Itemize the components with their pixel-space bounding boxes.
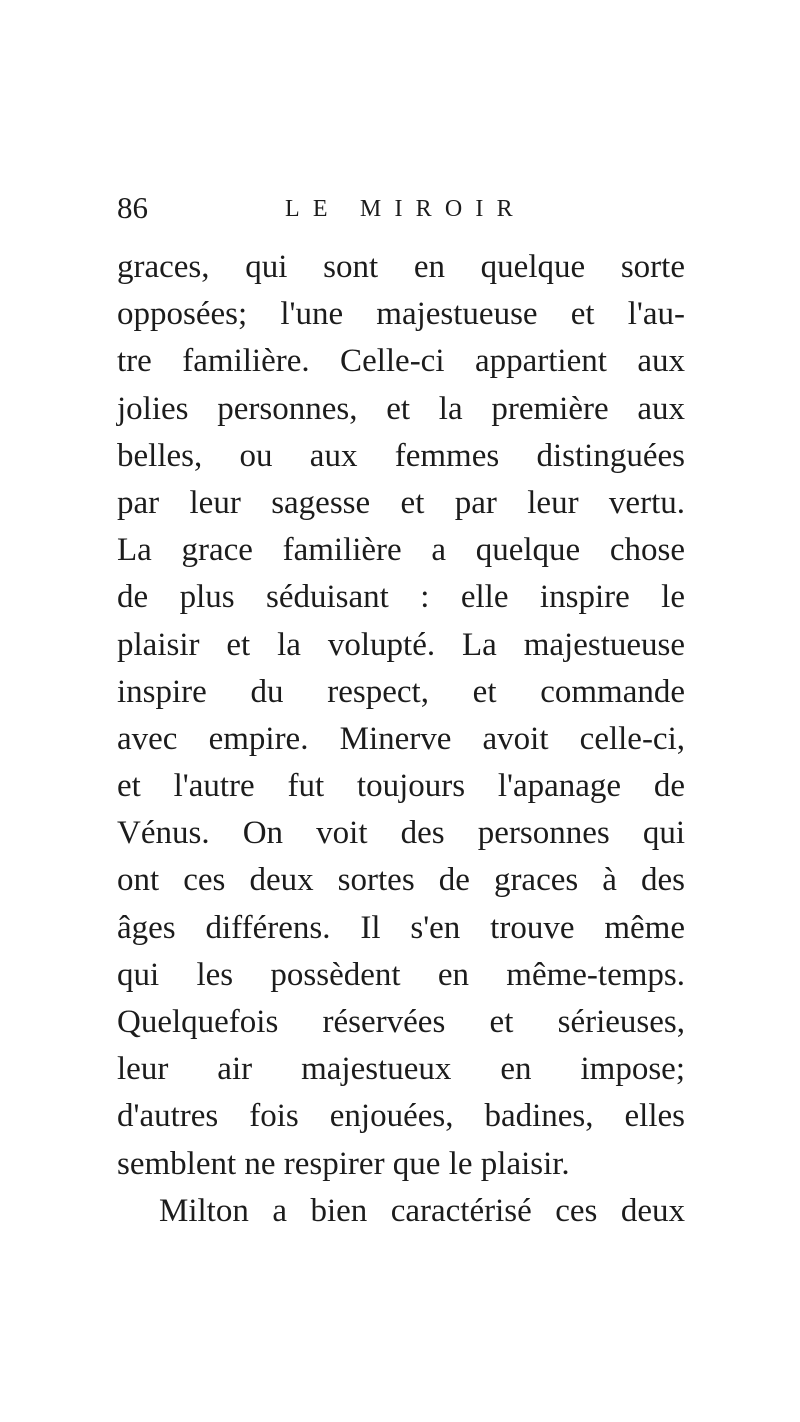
text-line: La grace familière a quelque chose [117, 532, 685, 569]
page-header [117, 188, 687, 228]
text-line: tre familière. Celle-ci appartient aux [117, 343, 685, 380]
text-line: avec empire. Minerve avoit celle-ci, [117, 720, 685, 757]
running-title: LE MIROIR [285, 196, 526, 222]
text-line: Milton a bien caractérisé ces deux [159, 1192, 685, 1229]
body-text [117, 244, 685, 1235]
text-line: qui les possèdent en même-temps. [117, 956, 685, 993]
text-line: âges différens. Il s'en trouve même [117, 909, 685, 946]
text-line: semblent ne respirer que le plaisir. [117, 1145, 570, 1182]
text-line: leur air majestueux en impose; [117, 1051, 685, 1088]
text-line: Vénus. On voit des personnes qui [117, 815, 685, 852]
text-line: jolies personnes, et la première aux [117, 390, 685, 427]
text-line: d'autres fois enjouées, badines, elles [117, 1098, 685, 1135]
text-line: plaisir et la volupté. La majestueuse [117, 626, 685, 663]
text-line: et l'autre fut toujours l'apanage de [117, 768, 685, 805]
text-line: ont ces deux sortes de graces à des [117, 862, 685, 899]
text-line: par leur sagesse et par leur vertu. [117, 484, 685, 521]
page-number: 86 [117, 190, 148, 225]
text-line: inspire du respect, et commande [117, 673, 685, 710]
text-line: graces, qui sont en quelque sorte [117, 249, 685, 285]
text-line: Quelquefois réservées et sérieuses, [117, 1004, 685, 1040]
text-line: de plus séduisant : elle inspire le [117, 579, 685, 616]
text-line: opposées; l'une majestueuse et l'au- [117, 296, 685, 333]
text-line: belles, ou aux femmes distinguées [117, 437, 685, 474]
